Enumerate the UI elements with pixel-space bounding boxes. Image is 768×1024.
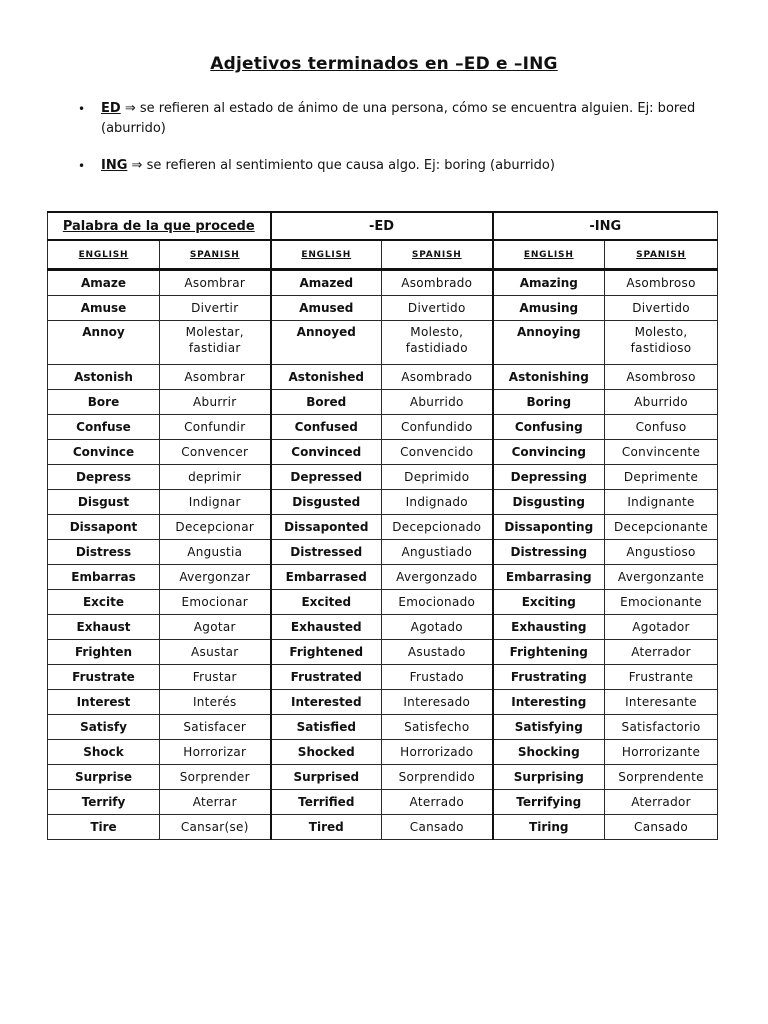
base-english-cell: Excite [48, 590, 160, 615]
base-english-cell: Amuse [48, 296, 160, 321]
ing-spanish-cell: Emocionante [605, 590, 718, 615]
base-english-cell: Convince [48, 440, 160, 465]
ed-spanish-cell: Asombrado [382, 270, 493, 296]
base-english-cell: Confuse [48, 415, 160, 440]
table-row [48, 790, 718, 815]
ing-spanish-cell: Agotador [605, 615, 718, 640]
ed-english-cell: Interested [271, 690, 382, 715]
base-spanish-cell: Indignar [160, 490, 271, 515]
ing-spanish-cell: Indignante [605, 490, 718, 515]
base-english-cell: Frighten [48, 640, 160, 665]
ing-spanish-cell: Decepcionante [605, 515, 718, 540]
subheader-english: ENGLISH [48, 240, 160, 270]
ed-english-cell: Exhausted [271, 615, 382, 640]
ed-spanish-cell: Frustado [382, 665, 493, 690]
ed-english-cell: Satisfied [271, 715, 382, 740]
ed-spanish-cell: Aterrado [382, 790, 493, 815]
ing-spanish-cell: Deprimente [605, 465, 718, 490]
table-row [48, 740, 718, 765]
ed-spanish-cell: Asustado [382, 640, 493, 665]
group-header-row [48, 212, 718, 240]
base-english-cell: Frustrate [48, 665, 160, 690]
ing-spanish-cell: Molesto, fastidioso [605, 321, 718, 365]
ing-english-cell: Astonishing [493, 365, 605, 390]
base-spanish-cell: Molestar, fastidiar [160, 321, 271, 365]
bullet-description: se refieren al sentimiento que causa algo. Ej: boring (aburrido) [142, 158, 555, 173]
ed-english-cell: Embarrased [271, 565, 382, 590]
ing-english-cell: Disgusting [493, 490, 605, 515]
ing-spanish-cell: Asombroso [605, 365, 718, 390]
ed-english-cell: Frightened [271, 640, 382, 665]
ing-english-cell: Convincing [493, 440, 605, 465]
ing-english-cell: Interesting [493, 690, 605, 715]
table-row [48, 490, 718, 515]
table-row [48, 590, 718, 615]
ing-english-cell: Frustrating [493, 665, 605, 690]
ed-english-cell: Annoyed [271, 321, 382, 365]
ing-spanish-cell: Cansado [605, 815, 718, 840]
ing-english-cell: Exhausting [493, 615, 605, 640]
ed-spanish-cell: Horrorizado [382, 740, 493, 765]
ed-english-cell: Disgusted [271, 490, 382, 515]
page-title: Adjetivos terminados en –ED e –ING [210, 54, 558, 74]
ed-spanish-cell: Agotado [382, 615, 493, 640]
base-spanish-cell: Avergonzar [160, 565, 271, 590]
ed-english-cell: Distressed [271, 540, 382, 565]
header-ed: -ED [271, 212, 493, 240]
base-english-cell: Interest [48, 690, 160, 715]
ing-english-cell: Dissaponting [493, 515, 605, 540]
base-english-cell: Disgust [48, 490, 160, 515]
bullet-description: se refieren al estado de ánimo de una persona, cómo se encuentra alguien. Ej: bored (aburrido) [101, 101, 696, 136]
ed-english-cell: Frustrated [271, 665, 382, 690]
ed-english-cell: Shocked [271, 740, 382, 765]
base-english-cell: Distress [48, 540, 160, 565]
ing-spanish-cell: Convincente [605, 440, 718, 465]
ed-spanish-cell: Satisfecho [382, 715, 493, 740]
ing-spanish-cell: Satisfactorio [605, 715, 718, 740]
ed-english-cell: Bored [271, 390, 382, 415]
base-english-cell: Terrify [48, 790, 160, 815]
ing-english-cell: Amazing [493, 270, 605, 296]
base-english-cell: Tire [48, 815, 160, 840]
base-english-cell: Annoy [48, 321, 160, 365]
ed-spanish-cell: Confundido [382, 415, 493, 440]
bullet-text [101, 156, 716, 176]
table-row [48, 540, 718, 565]
ed-spanish-cell: Decepcionado [382, 515, 493, 540]
ed-english-cell: Amused [271, 296, 382, 321]
subheader-english: ENGLISH [493, 240, 605, 270]
base-spanish-cell: Frustar [160, 665, 271, 690]
base-spanish-cell: Asustar [160, 640, 271, 665]
ed-spanish-cell: Asombrado [382, 365, 493, 390]
ing-english-cell: Annoying [493, 321, 605, 365]
table-row [48, 690, 718, 715]
table-row [48, 415, 718, 440]
ing-english-cell: Distressing [493, 540, 605, 565]
base-spanish-cell: Decepcionar [160, 515, 271, 540]
subheader-spanish: SPANISH [382, 240, 493, 270]
ed-english-cell: Depressed [271, 465, 382, 490]
ed-spanish-cell: Cansado [382, 815, 493, 840]
ing-spanish-cell: Interesante [605, 690, 718, 715]
base-english-cell: Amaze [48, 270, 160, 296]
ing-english-cell: Satisfying [493, 715, 605, 740]
subheader-spanish: SPANISH [605, 240, 718, 270]
ed-spanish-cell: Divertido [382, 296, 493, 321]
ing-spanish-cell: Sorprendente [605, 765, 718, 790]
ed-english-cell: Dissaponted [271, 515, 382, 540]
base-spanish-cell: Confundir [160, 415, 271, 440]
table-row [48, 440, 718, 465]
vocabulary-table [47, 211, 718, 840]
ing-english-cell: Amusing [493, 296, 605, 321]
table-row [48, 765, 718, 790]
base-english-cell: Shock [48, 740, 160, 765]
ing-english-cell: Shocking [493, 740, 605, 765]
ing-english-cell: Frightening [493, 640, 605, 665]
ing-spanish-cell: Aterrador [605, 640, 718, 665]
table-row [48, 815, 718, 840]
ed-spanish-cell: Aburrido [382, 390, 493, 415]
ed-spanish-cell: Interesado [382, 690, 493, 715]
base-english-cell: Astonish [48, 365, 160, 390]
ed-spanish-cell: Deprimido [382, 465, 493, 490]
implies-arrow-icon: ⇒ [124, 101, 136, 116]
table-row [48, 715, 718, 740]
base-spanish-cell: Horrorizar [160, 740, 271, 765]
base-english-cell: Embarras [48, 565, 160, 590]
base-spanish-cell: Aburrir [160, 390, 271, 415]
base-spanish-cell: Cansar(se) [160, 815, 271, 840]
ed-spanish-cell: Molesto, fastidiado [382, 321, 493, 365]
ing-english-cell: Tiring [493, 815, 605, 840]
base-spanish-cell: Satisfacer [160, 715, 271, 740]
base-spanish-cell: Angustia [160, 540, 271, 565]
table-row [48, 321, 718, 365]
ing-spanish-cell: Angustioso [605, 540, 718, 565]
ing-english-cell: Embarrasing [493, 565, 605, 590]
bullet-key: ED [101, 101, 121, 116]
bullet-dot-icon: • [78, 159, 86, 173]
base-spanish-cell: Asombrar [160, 365, 271, 390]
ing-spanish-cell: Aburrido [605, 390, 718, 415]
sub-header-row [48, 240, 718, 270]
ing-spanish-cell: Frustrante [605, 665, 718, 690]
table-body [48, 270, 718, 840]
base-spanish-cell: deprimir [160, 465, 271, 490]
base-english-cell: Surprise [48, 765, 160, 790]
base-spanish-cell: Emocionar [160, 590, 271, 615]
ed-english-cell: Convinced [271, 440, 382, 465]
ing-spanish-cell: Asombroso [605, 270, 718, 296]
ing-spanish-cell: Divertido [605, 296, 718, 321]
base-english-cell: Exhaust [48, 615, 160, 640]
ing-english-cell: Confusing [493, 415, 605, 440]
base-spanish-cell: Convencer [160, 440, 271, 465]
bullet-key: ING [101, 158, 128, 173]
subheader-english: ENGLISH [271, 240, 382, 270]
table-row [48, 615, 718, 640]
ing-english-cell: Depressing [493, 465, 605, 490]
ing-spanish-cell: Horrorizante [605, 740, 718, 765]
base-spanish-cell: Agotar [160, 615, 271, 640]
bullet-text [101, 99, 716, 139]
table-row [48, 365, 718, 390]
ed-english-cell: Astonished [271, 365, 382, 390]
ing-english-cell: Boring [493, 390, 605, 415]
base-spanish-cell: Asombrar [160, 270, 271, 296]
ed-english-cell: Confused [271, 415, 382, 440]
ing-english-cell: Exciting [493, 590, 605, 615]
table-row [48, 515, 718, 540]
base-spanish-cell: Divertir [160, 296, 271, 321]
base-english-cell: Satisfy [48, 715, 160, 740]
header-ing: -ING [493, 212, 718, 240]
table-row [48, 665, 718, 690]
table-row [48, 270, 718, 296]
ing-spanish-cell: Aterrador [605, 790, 718, 815]
implies-arrow-icon: ⇒ [131, 158, 143, 173]
ing-english-cell: Terrifying [493, 790, 605, 815]
table-row [48, 640, 718, 665]
ed-spanish-cell: Sorprendido [382, 765, 493, 790]
ed-english-cell: Excited [271, 590, 382, 615]
base-spanish-cell: Aterrar [160, 790, 271, 815]
ing-english-cell: Surprising [493, 765, 605, 790]
bullet-dot-icon: • [78, 102, 86, 116]
base-spanish-cell: Sorprender [160, 765, 271, 790]
base-spanish-cell: Interés [160, 690, 271, 715]
table-row [48, 465, 718, 490]
base-english-cell: Depress [48, 465, 160, 490]
ed-spanish-cell: Emocionado [382, 590, 493, 615]
table-row [48, 565, 718, 590]
subheader-spanish: SPANISH [160, 240, 271, 270]
ed-spanish-cell: Indignado [382, 490, 493, 515]
ed-english-cell: Tired [271, 815, 382, 840]
ed-spanish-cell: Angustiado [382, 540, 493, 565]
ed-english-cell: Amazed [271, 270, 382, 296]
ed-english-cell: Surprised [271, 765, 382, 790]
table-row [48, 390, 718, 415]
header-origin-word: Palabra de la que procede [48, 212, 271, 240]
ing-spanish-cell: Confuso [605, 415, 718, 440]
base-english-cell: Dissapont [48, 515, 160, 540]
ed-spanish-cell: Convencido [382, 440, 493, 465]
base-english-cell: Bore [48, 390, 160, 415]
ed-spanish-cell: Avergonzado [382, 565, 493, 590]
table-row [48, 296, 718, 321]
ed-english-cell: Terrified [271, 790, 382, 815]
ing-spanish-cell: Avergonzante [605, 565, 718, 590]
